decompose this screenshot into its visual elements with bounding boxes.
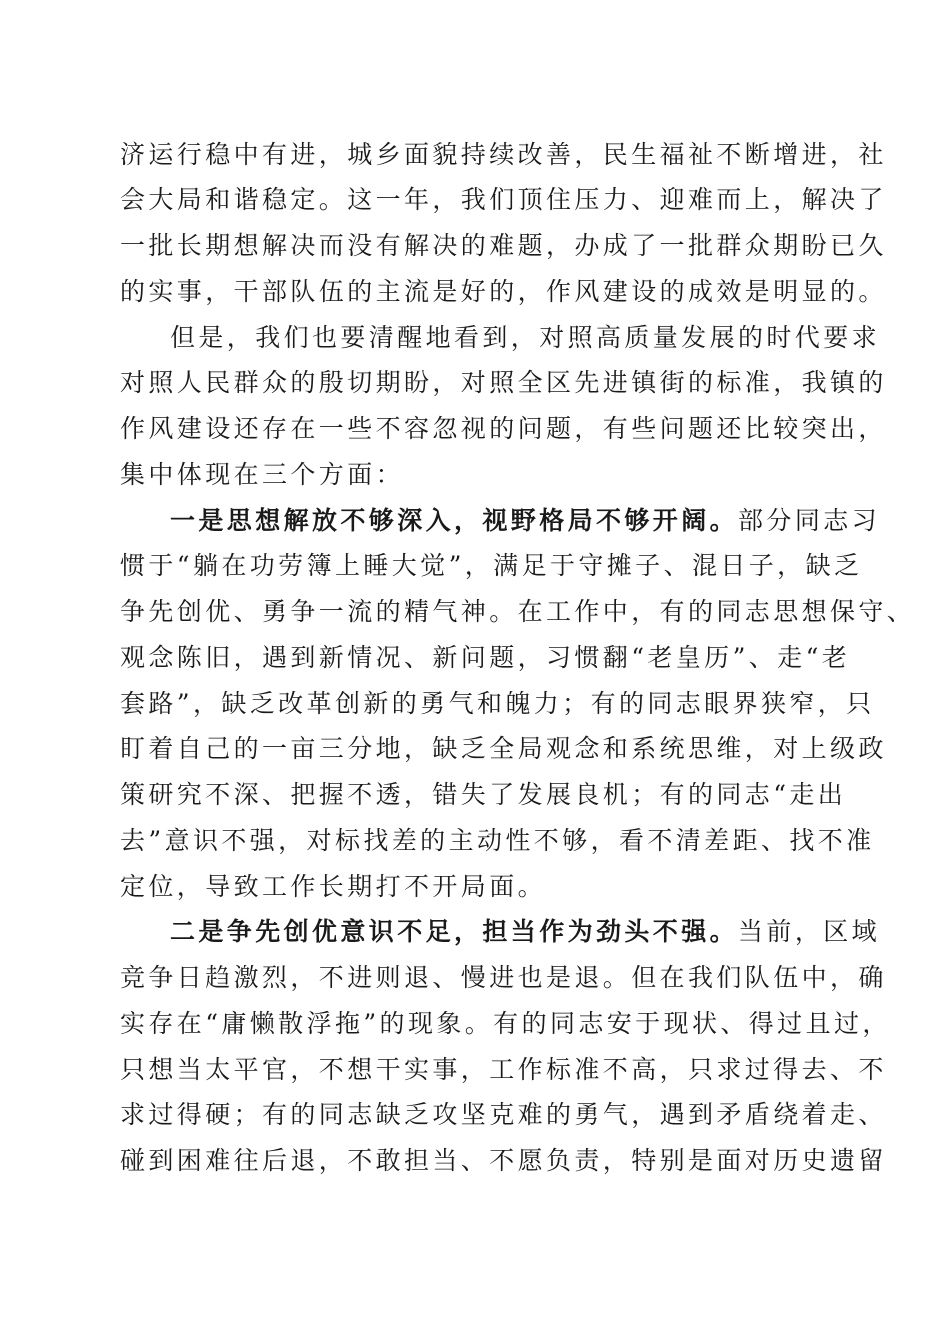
text-line: 争先创优、勇争一流的精气神。在工作中，有的同志思想保守、 (120, 597, 916, 626)
text-line: 碰到困难往后退，不敢担当、不愿负责，特别是面对历史遗留 (120, 1146, 887, 1175)
text-run: 部分同志习 (738, 506, 881, 535)
text-line: 套路”，缺乏改革创新的勇气和魄力；有的同志眼界狭窄，只 (120, 689, 875, 718)
text-line: 的实事，干部队伍的主流是好的，作风建设的成效是明显的。 (120, 277, 887, 306)
text-line: 惯于“躺在功劳簿上睡大觉”，满足于守摊子、混日子，缺乏 (120, 551, 863, 580)
text-line: 竞争日趋激烈，不进则退、慢进也是退。但在我们队伍中，确 (120, 963, 887, 992)
text-line: 作风建设还存在一些不容忽视的问题，有些问题还比较突出， (120, 414, 887, 443)
section-heading: 二是争先创优意识不足，担当作为劲头不强。 (170, 917, 739, 946)
text-line: 求过得硬；有的同志缺乏攻坚克难的勇气，遇到矛盾绕着走、 (120, 1100, 887, 1129)
text-line: 观念陈旧，遇到新情况、新问题，习惯翻“老皇历”、走“老 (120, 643, 851, 672)
text-line: 一批长期想解决而没有解决的难题，办成了一批群众期盼已久 (120, 231, 887, 260)
text-line: 盯着自己的一亩三分地，缺乏全局观念和系统思维，对上级政 (120, 734, 887, 763)
text-line: 策研究不深、把握不透，错失了发展良机；有的同志“走出 (120, 780, 847, 809)
text-line: 只想当太平官，不想干实事，工作标准不高，只求过得去、不 (120, 1055, 887, 1084)
paragraph-start-line: 但是，我们也要清醒地看到，对照高质量发展的时代要求 (170, 323, 881, 352)
text-line: 集中体现在三个方面： (120, 460, 405, 489)
text-line: 济运行稳中有进，城乡面貌持续改善，民生福祉不断增进，社 (120, 140, 887, 169)
text-line: 对照人民群众的殷切期盼，对照全区先进镇街的标准，我镇的 (120, 368, 887, 397)
section-heading: 一是思想解放不够深入，视野格局不够开阔。 (170, 506, 739, 535)
text-line: 实存在“庸懒散浮拖”的现象。有的同志安于现状、得过且过， (120, 1009, 891, 1038)
text-line: 去”意识不强，对标找差的主动性不够，看不清差距、找不准 (120, 826, 875, 855)
text-line: 会大局和谐稳定。这一年，我们顶住压力、迎难而上，解决了 (120, 185, 887, 214)
paragraph-start-line (170, 501, 881, 541)
text-line: 定位，导致工作长期打不开局面。 (120, 872, 547, 901)
paragraph-start-line (170, 912, 881, 952)
text-run: 当前，区域 (738, 917, 881, 946)
